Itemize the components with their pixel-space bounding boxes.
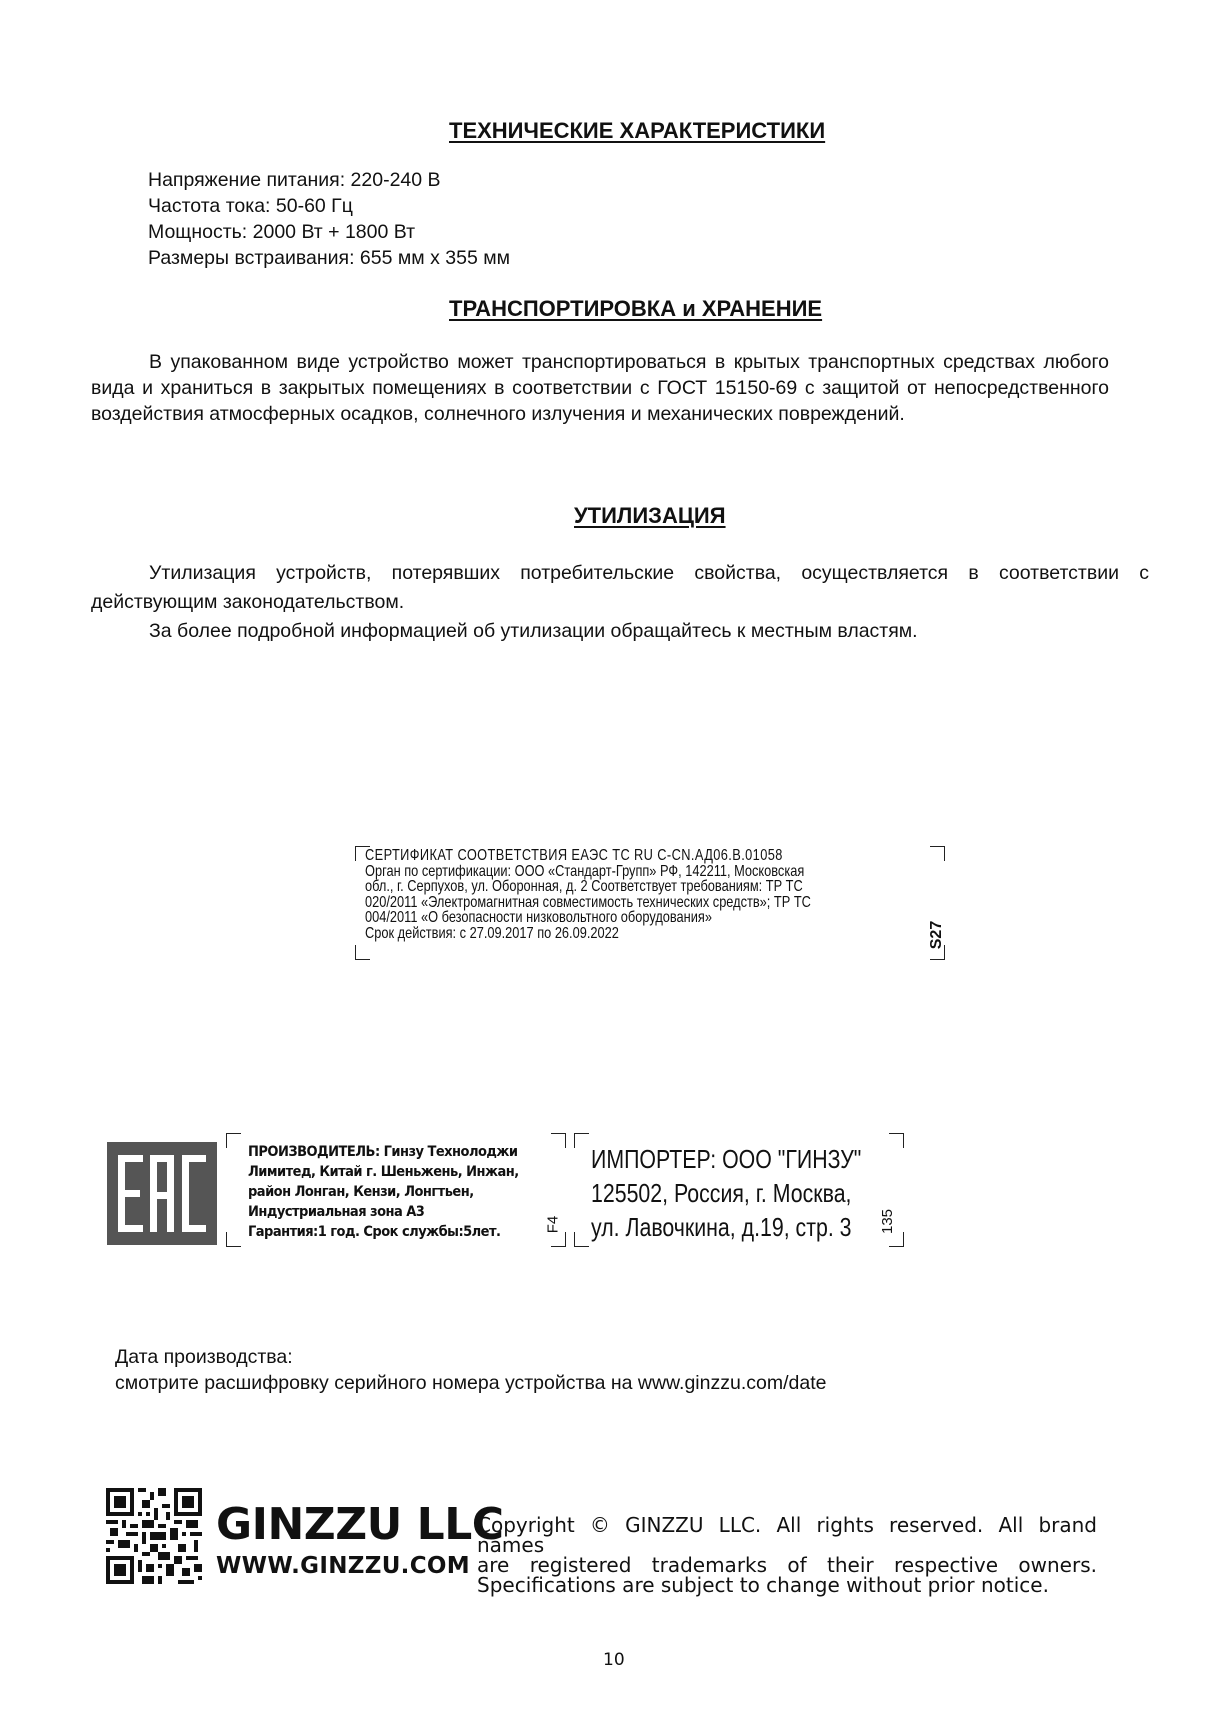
- corner-mark: [574, 1232, 589, 1247]
- disposal-paragraph-2: За более подробной информацией об утилизации обращайтесь к местным властям.: [149, 620, 918, 642]
- specs-heading: ТЕХНИЧЕСКИЕ ХАРАКТЕРИСТИКИ: [449, 118, 826, 143]
- corner-mark: [226, 1133, 241, 1148]
- company-name: GINZZU LLC: [216, 1499, 504, 1550]
- corner-mark: [574, 1133, 589, 1148]
- certificate-validity: Срок действия: с 27.09.2017 по 26.09.2022: [365, 924, 619, 942]
- production-date-text: смотрите расшифровку серийного номера устройства на www.ginzzu.com/date: [115, 1372, 827, 1394]
- corner-mark: [226, 1232, 241, 1247]
- importer-text: [591, 1142, 861, 1244]
- certificate-line: 004/2011 «О безопасности низковольтного оборудования»: [365, 909, 712, 926]
- transport-paragraph: В упакованном виде устройство может транспортироваться в крытых транспортных средствах любого вида и храниться в закрытых помещениях в соответствии с ГОСТ 15150-69 с защитой от непосредственного воздействия атмосферных осадков, солнечного излучения и механических повреждений.: [91, 351, 1109, 425]
- company-website[interactable]: WWW.GINZZU.COM: [216, 1553, 470, 1579]
- disposal-heading: УТИЛИЗАЦИЯ: [574, 503, 726, 528]
- copyright-line: Copyright © GINZZU LLC. All rights reserved. All brand names: [477, 1513, 1097, 1557]
- importer-title: ИМПОРТЕР: ООО "ГИНЗУ": [591, 1144, 862, 1174]
- corner-mark: [551, 1232, 566, 1247]
- producer-line: Лимитед, Китай г. Шеньжень, Инжан,: [248, 1164, 519, 1180]
- copyright-line: are registered trademarks of their respective owners.: [477, 1553, 1097, 1577]
- certificate-text: [365, 848, 811, 941]
- eac-mark-icon: [107, 1142, 217, 1245]
- producer-line: ПРОИЗВОДИТЕЛЬ: Гинзу Технолоджи: [248, 1144, 518, 1160]
- corner-mark: [889, 1133, 904, 1148]
- importer-line: 125502, Россия, г. Москва,: [591, 1178, 852, 1208]
- eac-logo: [107, 1142, 217, 1245]
- production-date: [115, 1344, 826, 1396]
- certificate-line: Орган по сертификации: ООО «Стандарт-Групп» РФ, 142211, Московская: [365, 862, 805, 880]
- certificate-code: S27: [927, 920, 945, 950]
- certificate-box: [355, 846, 945, 960]
- copyright-line: Specifications are subject to change without prior notice.: [477, 1573, 1049, 1597]
- certificate-line: обл., г. Серпухов, ул. Оборонная, д. 2 Соответствует требованиям: ТР ТС: [365, 878, 803, 895]
- producer-box: [226, 1133, 566, 1247]
- importer-code: 135: [878, 1208, 896, 1235]
- producer-line: район Лонган, Кензи, Лонгтьен,: [248, 1184, 474, 1200]
- copyright-notice: [477, 1515, 1097, 1595]
- producer-text: [248, 1142, 519, 1242]
- qr-code: [106, 1488, 202, 1584]
- importer-line: ул. Лавочкина, д.19, стр. 3: [591, 1212, 852, 1242]
- producer-code: F4: [544, 1215, 562, 1234]
- spec-dimensions: Размеры встраивания: 655 мм х 355 мм: [148, 247, 511, 269]
- producer-warranty: Гарантия:1 год. Срок службы:5лет.: [248, 1224, 501, 1240]
- production-date-label: Дата производства:: [115, 1346, 293, 1368]
- spec-frequency: Частота тока: 50-60 Гц: [148, 195, 353, 217]
- corner-mark: [355, 945, 370, 960]
- certificate-line: 020/2011 «Электромагнитная совместимость технических средств»; ТР ТС: [365, 893, 811, 911]
- corner-mark: [889, 1232, 904, 1247]
- certificate-title: СЕРТИФИКАТ СООТВЕТСТВИЯ ЕАЭС TC RU C-CN.АД06.В.01058: [365, 847, 783, 864]
- disposal-paragraph-1: Утилизация устройств, потерявших потребительские свойства, осуществляется в соответствии с действующим законодательством.: [91, 562, 1149, 613]
- transport-heading: ТРАНСПОРТИРОВКА и ХРАНЕНИЕ: [449, 296, 823, 321]
- specs-list: [148, 167, 510, 271]
- corner-mark: [551, 1133, 566, 1148]
- spec-voltage: Напряжение питания: 220-240 В: [148, 169, 441, 191]
- corner-mark: [930, 846, 945, 861]
- page-number: 10: [603, 1650, 625, 1670]
- spec-power: Мощность: 2000 Вт + 1800 Вт: [148, 221, 416, 243]
- qr-code-icon: [106, 1488, 202, 1584]
- importer-box: [574, 1133, 904, 1247]
- producer-line: Индустриальная зона А3: [248, 1204, 425, 1220]
